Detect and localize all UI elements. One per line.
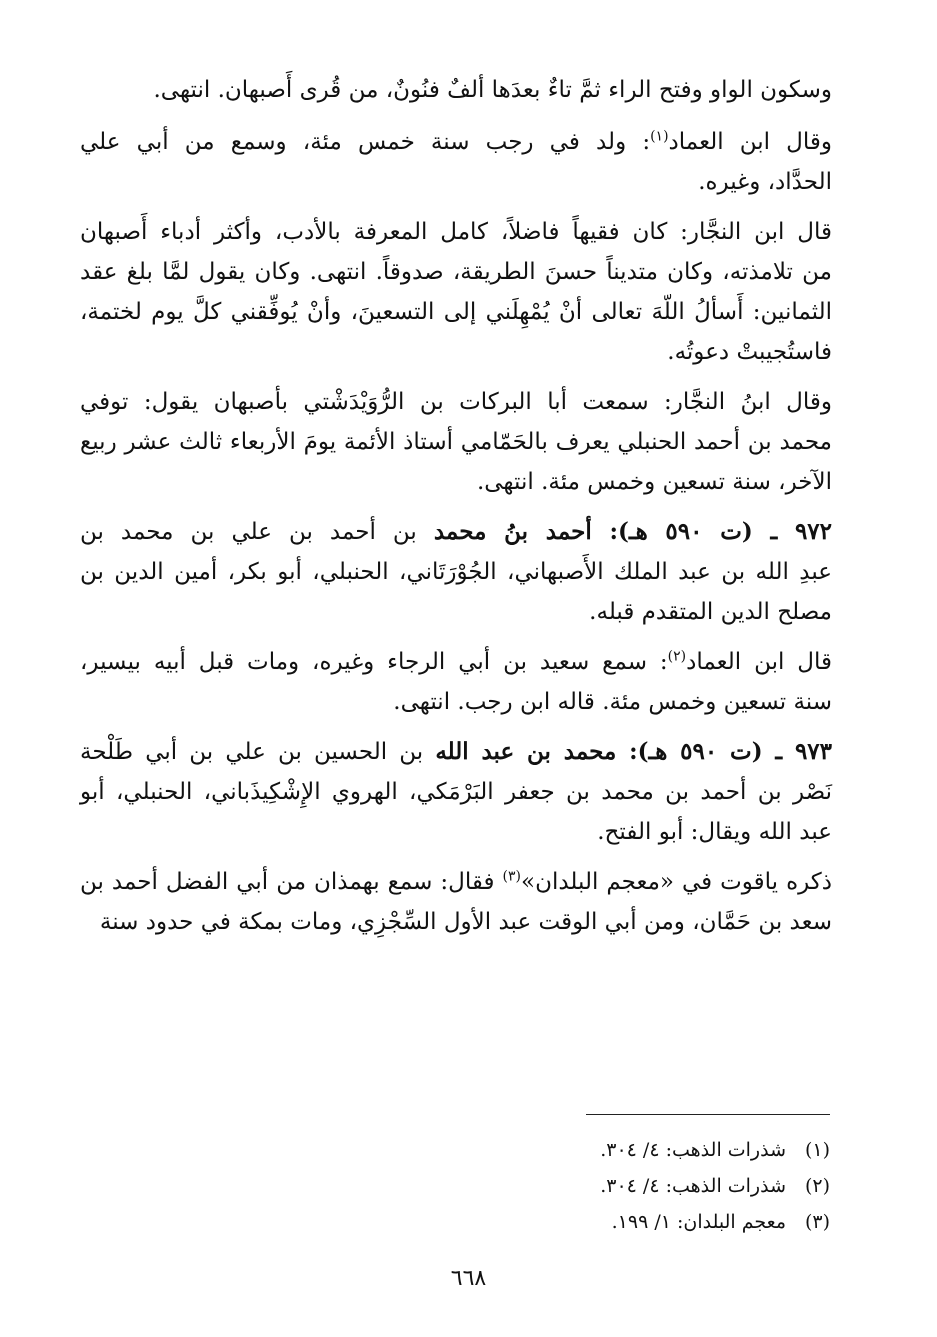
text-line: قال ابن النجَّار: كان فقيهاً فاضلاً، كامل المعرفة بالأدب، وأكثر أدباء أَصبهان [80,219,832,245]
footnote-ref: (١) [650,128,669,145]
text-segment: ذكره ياقوت في «معجم البلدان» [521,869,832,895]
text-line: عبد الله ويقال: أبو الفتح. [597,819,832,845]
footnote [600,1132,830,1168]
paragraph [80,70,832,110]
paragraph [80,732,832,852]
text-line [80,512,832,552]
paragraph [80,122,832,202]
text-segment: : سمع سعيد بن أبي الرجاء وغيره، ومات قبل أبيه بيسير، [80,649,668,675]
text-line: سعد بن حَمَّان، ومن أبي الوقت عبد الأول السِّجْزِي، ومات بمكة في حدود سنة [99,909,832,935]
paragraph [80,382,832,502]
text-line: محمد بن أحمد الحنبلي يعرف بالحَمّامي أستاذ الأئمة يومَ الأربعاء ثالث عشر ربيع [80,429,832,455]
text-line [80,862,832,902]
footnote-ref: (٣) [502,868,521,885]
text-line: الآخر، سنة تسعين وخمس مئة. انتهى. [476,469,832,495]
text-segment: وقال ابن العماد [668,129,832,155]
text-line: وقال ابنُ النجَّار: سمعت أبا البركات بن الرُّوَيْدَشْتي بأصبهان يقول: توفي [80,389,832,415]
footnote-text: معجم البلدان: ١/ ١٩٩. [611,1211,786,1233]
text-segment: قال ابن العماد [686,649,832,675]
footnote [600,1204,830,1240]
text-line [80,732,832,772]
paragraph [80,862,832,942]
text-segment: بن الحسين بن علي بن أبي طَلْحة [80,739,436,765]
footnote [600,1168,830,1204]
footnote-ref: (٢) [667,648,687,665]
footnote-number: (٣) [804,1211,830,1233]
paragraph [80,642,832,722]
text-line [80,642,832,682]
text-line: سنة تسعين وخمس مئة. قاله ابن رجب. انتهى. [393,689,832,715]
entry-heading: ٩٧٣ ـ (ت ٥٩٠ هـ): محمد بن عبد الله [435,738,833,765]
footnote-separator [586,1114,830,1115]
main-text [80,70,832,952]
entry-heading: ٩٧٢ ـ (ت ٥٩٠ هـ): أحمد بنُ محمد [433,518,832,545]
text-line: مصلح الدين المتقدم قبله. [589,599,832,625]
footnote-number: (٢) [804,1175,830,1197]
text-line: الحدَّاد، وغيره. [698,169,832,195]
text-segment: بن أحمد بن علي بن محمد بن [80,519,434,545]
footnote-text: شذرات الذهب: ٤/ ٣٠٤. [600,1175,786,1197]
text-line: وسكون الواو وفتح الراء ثمَّ تاءٌ بعدَها ألفٌ فنُونٌ، من قُرى أَصبهان. انتهى. [153,77,832,103]
footnote-text: شذرات الذهب: ٤/ ٣٠٤. [600,1139,786,1161]
text-line: نَصْر بن أحمد بن محمد بن جعفر البَرْمَكي، الهروي الإِشْكِيذَباني، الحنبلي، أبو [80,779,832,805]
text-line: فاستُجيبتْ دعوتُه. [667,339,832,365]
text-line: الثمانين: أَسألُ اللّهَ تعالى أنْ يُمْهِلَني إلى التسعينَ، وأنْ يُوفِّقني كلَّ يوم لختمة، [80,299,832,325]
text-segment: فقال: سمع بهمذان من أبي الفضل أحمد بن [80,869,503,895]
footnotes [600,1132,830,1240]
text-line: من تلامذته، وكان متديناً حسنَ الطريقة، صدوقاً. انتهى. وكان يقول لمَّا بلغ عقد [80,259,832,285]
paragraph [80,512,832,632]
text-segment: : ولد في رجب سنة خمس مئة، وسمع من أبي علي [80,129,651,155]
footnote-number: (١) [804,1139,830,1161]
text-line: عبدِ الله بن عبد الملك الأَصبهاني، الجُوْرَتَاني، الحنبلي، أبو بكر، أمين الدين بن [80,559,832,585]
paragraph [80,212,832,372]
page-number: ٦٦٨ [450,1266,487,1291]
text-line [80,122,832,162]
